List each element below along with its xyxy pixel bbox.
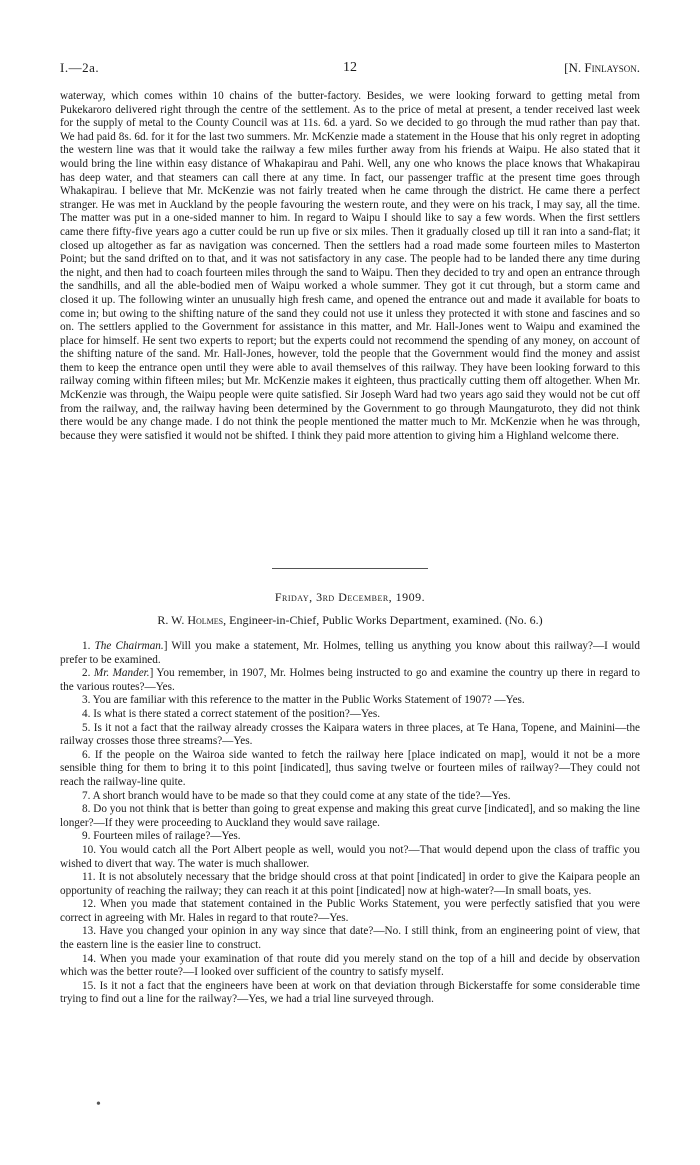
question-text: Fourteen miles of railage?—Yes.: [93, 830, 241, 843]
question-number: 6.: [82, 748, 91, 761]
questioner-name: Mr. Mander.: [93, 667, 150, 680]
question-text: When you made your examination of that route did you merely stand on the top of a hill and decide by observation which was the better route?—I looked over sufficient of the country to satisfy myself.: [60, 952, 640, 979]
question-item: [60, 898, 640, 925]
page-number: 12: [343, 60, 357, 75]
question-item: [60, 925, 640, 952]
question-number: 3.: [82, 694, 91, 707]
question-item: [60, 844, 640, 871]
question-text: Is what is there stated a correct statement of the position?—Yes.: [93, 707, 381, 720]
questioner-name: The Chairman.: [94, 640, 164, 652]
question-number: 9.: [82, 830, 91, 843]
question-item: [60, 871, 640, 898]
question-text: It is not absolutely necessary that the bridge should cross at that point [indicated] in order to give the Kaipara people an opportunity of reaching the railway; they can reach it at this point [indicated] now at high-water?—In small boats, yes.: [60, 871, 641, 897]
question-text: Have you changed your opinion in any way since that date?—No. I still think, from an engineering point of view, that the eastern line is the easier line to construct.: [60, 925, 640, 952]
witness-name: R. W. Holmes: [157, 613, 224, 627]
question-text: If the people on the Wairoa side wanted to fetch the railway here [place indicated on map], would it not be a more sensible thing for them to bring it to this point [indicated], thus saving twelve or fourteen miles of railway?—They could not reach the railway-line quite.: [60, 748, 640, 788]
witness-description: , Engineer-in-Chief, Public Works Department, examined. (No. 6.): [223, 613, 543, 627]
question-answer-list: [60, 640, 640, 1007]
question-text: Is it not a fact that the railway already crosses the Kaipara waters in three places, at Te Hana, Topene, and Mainini—the railway crosses those three streams?—Yes.: [60, 721, 641, 748]
question-number: 12.: [82, 898, 96, 911]
question-item: [60, 830, 640, 844]
witness-reference: [N. Finlayson.: [564, 60, 640, 75]
paper-reference: I.—2a.: [60, 60, 100, 75]
question-number: 11.: [82, 871, 96, 884]
question-item: [60, 694, 640, 708]
question-text: When you made that statement contained in the Public Works Statement, you were perfectly satisfied that you were correct in agreeing with Mr. Hales in regard to that route?—Yes.: [60, 898, 640, 924]
question-item: [60, 667, 640, 694]
question-number: 4.: [82, 707, 91, 720]
question-item: [60, 953, 640, 980]
session-date-heading: Friday, 3rd December, 1909.: [274, 590, 426, 604]
question-item: [60, 790, 640, 804]
question-item: [60, 803, 640, 830]
testimony-paragraph: waterway, which comes within 10 chains of the butter-factory. Besides, we were looking forward to getting metal from Pukekaroro delivered right through the centre of the settlement. As to the price of metal at present, a tender received last week for the supply of metal to the County Council was at 11s. 6d. a yard. So we decided to go through the mud rather than pay that. We had paid 8s. 6d. for it for the last two summers. Mr. McKenzie made a statement in the House that his only regret in adopting the western line was that it would take the railway a few miles further away from his friends at Waipu. He also stated that it would bring the line within easy distance of Whakapirau and Pahi. Well, any one who knows the place knows that Whakapirau has deep water, and that steamers can call there at any time. In fact, our passenger traffic at the present time goes through Whakapirau. I believe that Mr. McKenzie was not fairly treated when he came through the district. He came there a perfect stranger. He was met in Auckland by the people favouring the western route, and they were on his track, I may say, all the time. The matter was put in a one-sided manner to him. In regard to Waipu I should like to say a few words. When the first settlers came there fifty-five years ago a cutter could be run up five or six miles. Then it gradually closed up till it ran into a sand-flat; it closed up altogether as far as navigation was concerned. Then the settlers had a road made some fourteen miles to Masterton Point; but the sand drifted on to that, and it was not satisfactory in any case. The people had to be landed there any time during the night, and then had to coach fourteen miles through the sand to Waipu. Then they decided to try and open an entrance through the sandhills, and all the able-bodied men of Waipu worked a whole summer. They got it cut through, but a storm came and closed it up. The following winter an unusually high fresh came, and opened the entrance out and made it available for boats to come in; but owing to the shifting nature of the sand they could not use it unless they protected it with stone and fascines and so on. The settlers applied to the Government for assistance in this matter, and Mr. Hall-Jones went to Waipu and examined the place for himself. He sent two experts to report; but the experts could not recommend the spending of any money, on account of the shifting nature of the sand. Mr. Hall-Jones, however, told the people that the Government would find the money and assist them to keep the entrance open until they were able to avail themselves of this railway. They have been looking forward to this railway coming within fifteen miles; but Mr. McKenzie makes it eighteen, thus practically cutting them off altogether. When Mr. McKenzie was through, the Waipu people were quite satisfied. Sir Joseph Ward had two years ago said they would not be cut off from the railway, and, the railway having been determined by the Government to go through Maungaturoto, they did not think there would be any change made. I do not think the people mentioned the matter much to Mr. McKenzie when he was through, because they were satisfied it would not be shifted. I think they paid more attention to giving him a Highland welcome there.: [60, 90, 640, 442]
question-number: 15.: [82, 979, 96, 992]
question-item: [60, 640, 640, 667]
question-item: [60, 980, 640, 1007]
question-item: [60, 708, 640, 722]
page-mark: •: [96, 1097, 101, 1112]
section-divider: [272, 568, 428, 569]
question-item: [60, 749, 640, 790]
question-text: Do you not think that is better than going to great expense and making this great curve [indicated], and so making the line longer?—If they were proceeding to Auckland they would save railage.: [60, 803, 641, 829]
question-number: 10.: [82, 843, 96, 856]
question-number: 7.: [82, 789, 91, 802]
witness-heading: [60, 613, 640, 628]
question-number: 13.: [82, 925, 96, 938]
question-text: A short branch would have to be made so that they could come at any state of the tide?—Yes.: [92, 789, 511, 802]
question-text: You are familiar with this reference to the matter in the Public Works Statement of 1907? —Yes.: [92, 694, 525, 707]
question-number: 1.: [82, 640, 91, 652]
question-text: You would catch all the Port Albert people as well, would you not?—That would depend upon the class of traffic you wished to divert that way. The water is much shallower.: [60, 843, 641, 870]
question-text: ] You remember, in 1907, Mr. Holmes being instructed to go and examine the country up there in regard to the various routes?—Yes.: [60, 667, 640, 693]
question-text: Is it not a fact that the engineers have been at work on that deviation through Bickerstaffe for some considerable time trying to find out a line for the railway?—Yes, we had a trial line surveyed through.: [60, 979, 640, 1006]
page-header: [60, 60, 640, 82]
question-number: 2.: [82, 667, 91, 680]
question-item: [60, 722, 640, 749]
question-number: 8.: [82, 803, 91, 816]
question-number: 14.: [82, 952, 96, 965]
question-text: ] Will you make a statement, Mr. Holmes, telling us anything you know about this railway?—I would prefer to be examined.: [60, 640, 641, 666]
question-number: 5.: [82, 721, 91, 734]
testimony-paragraph-block: [60, 90, 640, 443]
